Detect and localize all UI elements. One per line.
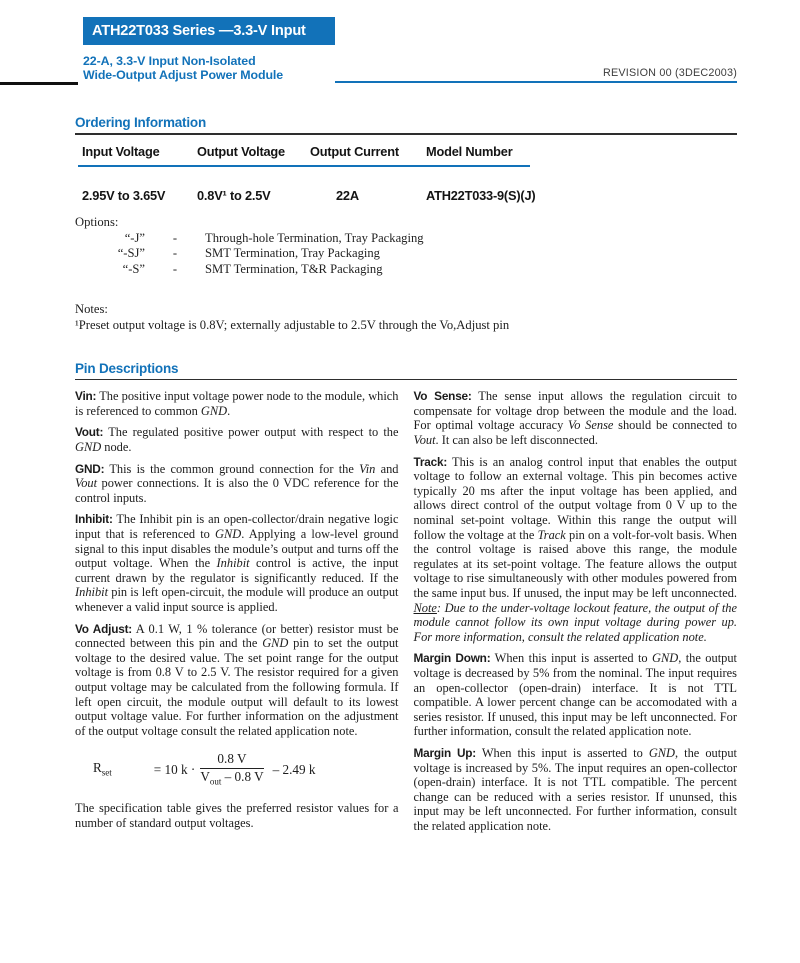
pin-name-label: Inhibit: — [75, 512, 113, 527]
pin-name-label: Vout: — [75, 425, 104, 440]
cell-input-voltage: 2.95V to 3.65V — [82, 188, 166, 203]
pin-description-text: GND — [215, 527, 242, 542]
option-code: “-SJ” — [117, 246, 145, 261]
ordering-table — [75, 144, 737, 204]
table-header-row — [82, 144, 737, 159]
option-dash: - — [172, 246, 178, 261]
option-description: SMT Termination, T&R Packaging — [205, 261, 383, 276]
formula-tail: – 2.49 k — [272, 762, 316, 778]
pin-description-text: Vo Sense — [568, 418, 614, 433]
formula-equals: = 10 k · — [153, 762, 196, 778]
page-content — [75, 115, 737, 841]
rset-formula — [93, 752, 399, 789]
pin-description-text: The positive input voltage power node to the module, which is referenced to common — [75, 389, 399, 418]
pin-description-paragraph — [414, 746, 738, 834]
formula-numerator: 0.8 V — [200, 752, 263, 769]
closing-paragraph: The specification table gives the preferred resistor values for a number of standard output voltages. — [75, 801, 399, 830]
product-title-bar — [83, 17, 335, 45]
pin-description-text: Vout — [413, 433, 436, 448]
pin-descriptions-right-column — [414, 389, 738, 840]
left-edge-tick — [0, 82, 78, 85]
product-title: ATH22T033 Series —3.3-V Input — [92, 23, 306, 39]
pin-description-paragraph — [75, 425, 399, 454]
pin-description-text: pin is left open-circuit, the module will produce an output whenever a valid input source is applied. — [75, 585, 399, 614]
cell-output-voltage: 0.8V¹ to 2.5V — [197, 188, 271, 203]
header-rule — [335, 81, 737, 83]
options-block — [75, 215, 737, 277]
pin-description-text: The sense input allows the regulation circuit to compensate for voltage drop between the module and the load. For optimal voltage accuracy — [413, 389, 737, 433]
pin-description-text: pin on a volt-for-volt basis. When the control voltage is raised above this range, the module regulates at its set-point voltage. The feature allows the output voltage to rise simultaneously with other modules powered from the same input bus. If unused, the input may be left unconnected. — [413, 527, 737, 600]
ordering-heading-rule — [75, 133, 737, 135]
pin-name-label: Vo Adjust: — [75, 621, 133, 636]
pin-description-paragraph — [414, 651, 738, 739]
pin-name-label: Vo Sense: — [413, 389, 472, 404]
pin-name-label: Margin Down: — [413, 651, 491, 666]
pin-name-label: Vin: — [75, 389, 97, 404]
pin-description-text: Vout — [75, 476, 98, 491]
option-code: “-J” — [124, 230, 145, 245]
pin-description-text: GND — [648, 745, 676, 760]
pin-descriptions-heading: Pin Descriptions — [75, 360, 179, 376]
option-row — [75, 246, 737, 262]
pin-description-text: This is an analog control input that enables the output voltage to follow an external voltage. This pin becomes active typically 20 ms after the input voltage has been applied, and allows direct control of the output voltage from 0 V up to the nominal set-point voltage. Within this range the output will follow the voltage at the — [413, 454, 737, 542]
pin-description-paragraph — [75, 512, 399, 614]
column-header-model-number: Model Number — [426, 143, 513, 159]
option-description: SMT Termination, Tray Packaging — [205, 246, 380, 261]
option-row — [75, 231, 737, 247]
pin-description-text: . — [227, 403, 231, 418]
pin-description-paragraph — [75, 622, 399, 739]
option-dash: - — [172, 230, 178, 245]
ordering-section — [75, 115, 737, 333]
pin-description-text: A 0.1 W, 1 % tolerance (or better) resistor must be connected between this pin and the — [75, 621, 399, 651]
pin-description-text: GND — [75, 440, 102, 455]
pin-description-paragraph — [414, 389, 738, 447]
subtitle-line-2: Wide-Output Adjust Power Module — [83, 68, 284, 82]
pin-description-text: control is active, the input current drawn by the regulator is significantly reduced. If the — [75, 556, 399, 585]
formula-lhs: $R_{set}$ — [93, 760, 112, 778]
options-label: Options: — [75, 215, 119, 229]
pin-descriptions-section — [75, 361, 737, 841]
subtitle-line-1: 22-A, 3.3-V Input Non-Isolated — [83, 54, 256, 68]
pin-description-text: This is the common ground connection for the — [104, 461, 360, 476]
pin-description-text: GND — [200, 403, 228, 418]
pin-descriptions-left-column — [75, 389, 399, 840]
pin-description-text: The regulated positive power output with respect to the — [103, 425, 399, 440]
option-row — [75, 262, 737, 278]
cell-output-current: 22A — [336, 188, 359, 203]
pin-description-text: node. — [101, 440, 132, 455]
pin-description-text: Inhibit — [216, 556, 250, 571]
notes-label: Notes: — [75, 302, 108, 317]
pin-description-text: Track — [537, 527, 566, 542]
pin-description-text: : Due to the under-voltage lockout feature, the output of the module cannot follow its own input voltage during power up. For more information, consult the related application note. — [413, 600, 737, 644]
pin-description-paragraph — [75, 389, 399, 418]
pin-name-label: Margin Up: — [413, 745, 477, 760]
option-description: Through-hole Termination, Tray Packaging — [205, 230, 424, 245]
table-header-underline — [78, 165, 530, 168]
pin-description-text: Vin — [359, 461, 376, 476]
pin-description-paragraph — [414, 455, 738, 645]
pin-paragraphs-left — [75, 389, 399, 738]
revision-label: REVISION 00 (3DEC2003) — [602, 67, 737, 79]
table-row — [82, 188, 737, 203]
ordering-heading: Ordering Information — [75, 115, 207, 130]
pin-description-text: . Applying a low-level ground signal to this input disables the module’s output and turns off the output voltage. When the — [75, 527, 399, 571]
formula-fraction — [200, 752, 263, 789]
notes-block — [75, 302, 737, 332]
pin-description-text: When this input is asserted to — [490, 651, 653, 666]
pin-description-paragraph — [75, 462, 399, 506]
column-header-input-voltage: Input Voltage — [82, 143, 160, 159]
pin-description-text: , the output voltage is increased by 5%. The input requires an open-collector (open-drain) interface. It is not TTL compatible. The percent change can be reduced with a series resistor. If ununsed, this input may be left unconnected. For further information, consult the related application note. — [413, 745, 737, 833]
formula-denominator-subscript: out — [209, 776, 222, 787]
formula-lhs-subscript: set — [101, 767, 112, 778]
pin-paragraphs-right — [414, 389, 738, 833]
option-dash: - — [172, 261, 178, 276]
pin-description-text: GND — [262, 636, 289, 651]
pin-description-text: . It can also be left disconnected. — [435, 433, 598, 448]
column-header-output-current: Output Current — [310, 143, 399, 159]
pin-description-text: Inhibit — [75, 585, 109, 600]
pin-description-text: pin to set the output voltage to the desired value. The set point range for the output voltage is from 0.8 V to 2.5 V. The resistor required for a given output voltage may be calculated from the following formula. If left open circuit, the module output will default to its lowest output voltage value. For further information on the adjustment of the output voltage consult the related application note. — [75, 636, 399, 738]
cell-model-number: ATH22T033-9(S)(J) — [426, 188, 536, 203]
pin-description-text: The Inhibit pin is an open-collector/drain negative logic input that is referenced to — [75, 512, 399, 542]
column-header-output-voltage: Output Voltage — [197, 143, 285, 159]
formula-denominator: $V_{out} - 0.8$ V — [200, 768, 264, 787]
pin-description-text: power connections. It is also the 0 VDC reference for the control inputs. — [75, 476, 399, 505]
note-text: ¹Preset output voltage is 0.8V; externally adjustable to 2.5V through the Vo,Adjust pin — [75, 317, 510, 332]
pin-description-text: When this input is asserted to — [476, 745, 649, 760]
pin-description-text: GND — [652, 651, 679, 666]
pin-description-text: Note — [413, 600, 437, 615]
pin-description-text: and — [375, 461, 399, 476]
pin-name-label: Track: — [413, 454, 448, 469]
option-code: “-S” — [122, 261, 145, 276]
pin-name-label: GND: — [75, 461, 105, 476]
pin-descriptions-heading-rule — [75, 379, 737, 381]
pin-description-text: , the output voltage is decreased by 5% from the nominal. The input requires an open-collector (open-drain) interface. It is not TTL compatible. A lower percent change can be accomodated with a series resistor. If unused, this input may be left unconnected. For further information, consult the related application note. — [413, 651, 737, 739]
pin-description-text: should be connected to — [613, 418, 737, 433]
product-subtitle — [83, 54, 283, 82]
